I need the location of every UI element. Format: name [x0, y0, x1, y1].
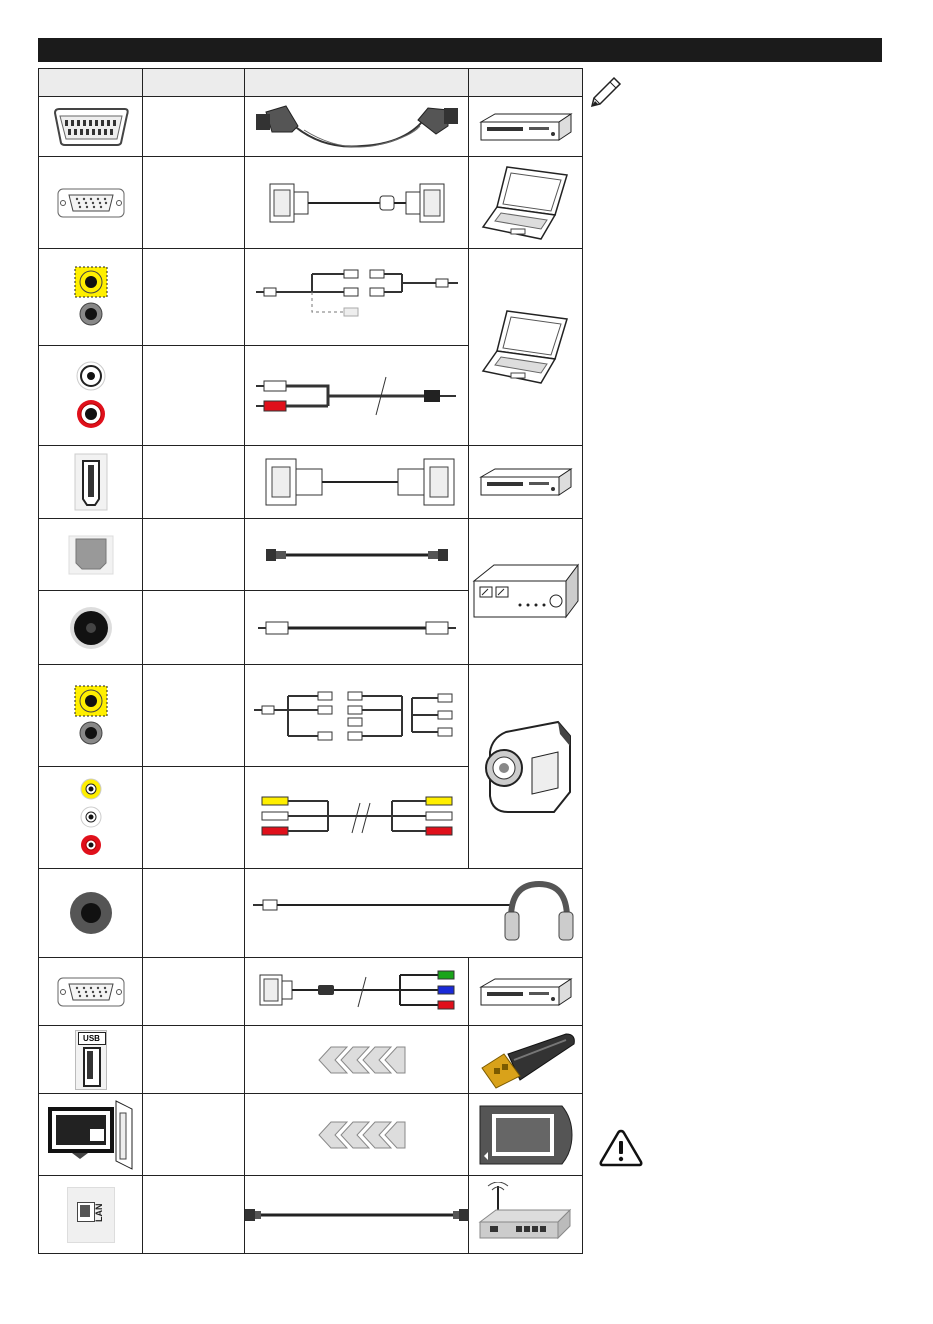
dvd-player-icon — [479, 465, 573, 499]
optical-cable-icon — [252, 543, 462, 567]
vga-socket-icon — [57, 188, 125, 218]
cable-cell — [245, 446, 469, 519]
router-icon — [476, 1182, 576, 1248]
device-cell — [469, 446, 583, 519]
connector-cell — [39, 958, 143, 1026]
cable-cell — [245, 519, 469, 591]
connector-cell — [39, 1176, 143, 1254]
type-cell — [143, 869, 245, 958]
connector-cell — [39, 869, 143, 958]
hdmi-cable-icon — [252, 453, 462, 511]
camcorder-icon — [478, 712, 574, 822]
table-row — [39, 249, 583, 346]
type-cell — [143, 1094, 245, 1176]
connector-cell — [39, 157, 143, 249]
type-cell — [143, 591, 245, 665]
side-av-adapter-cable-icon — [252, 688, 462, 744]
cable-cell — [245, 958, 469, 1026]
connector-cell — [39, 767, 143, 869]
column-header-cables — [245, 69, 469, 97]
laptop-icon — [481, 307, 571, 387]
audio-amplifier-icon — [472, 559, 580, 625]
vga-ypbpr-socket-icon — [57, 977, 125, 1007]
table-row — [39, 665, 583, 767]
ethernet-cable-icon — [245, 1203, 469, 1227]
ypbpr-cable-icon — [252, 967, 462, 1017]
insert-arrows-icon — [307, 1118, 407, 1152]
connector-cell — [39, 97, 143, 157]
connector-cell — [39, 446, 143, 519]
cable-cell — [245, 97, 469, 157]
device-cell — [469, 958, 583, 1026]
cable-cell — [245, 249, 469, 346]
device-cell — [469, 519, 583, 665]
table-row — [39, 958, 583, 1026]
table-row — [39, 446, 583, 519]
device-cell — [469, 1026, 583, 1094]
lan-socket-icon — [67, 1187, 115, 1243]
device-cell — [469, 1094, 583, 1176]
connector-cell — [39, 519, 143, 591]
table-row — [39, 1026, 583, 1094]
cable-cell — [245, 1094, 469, 1176]
dvd-player-icon — [479, 975, 573, 1009]
type-cell — [143, 1176, 245, 1254]
connector-cell — [39, 665, 143, 767]
usb-label: USB — [78, 1032, 106, 1045]
optical-spdif-socket-icon — [68, 535, 114, 575]
coaxial-socket-icon — [68, 605, 114, 651]
device-cell — [469, 97, 583, 157]
device-cell — [469, 1176, 583, 1254]
type-cell — [143, 157, 245, 249]
column-header-connector — [39, 69, 143, 97]
composite-socket-icon — [76, 775, 106, 861]
table-row — [39, 97, 583, 157]
warning-triangle-icon — [598, 1128, 644, 1168]
device-cell — [469, 249, 583, 446]
table-row — [39, 869, 583, 958]
device-cell — [469, 157, 583, 249]
connector-cell — [39, 591, 143, 665]
cam-module-icon — [478, 1102, 574, 1168]
table-row — [39, 157, 583, 249]
type-cell — [143, 97, 245, 157]
type-cell — [143, 767, 245, 869]
cable-cell — [245, 346, 469, 446]
dvd-player-icon — [479, 110, 573, 144]
audio-rca-to-jack-cable-icon — [252, 371, 462, 421]
audio-lr-socket-icon — [71, 358, 111, 434]
headphone-cable-icon — [249, 878, 579, 948]
laptop-icon — [481, 163, 571, 243]
usb-stick-icon — [474, 1030, 578, 1090]
cable-cell — [245, 157, 469, 249]
insert-arrows-icon — [307, 1043, 407, 1077]
usb-socket-icon — [75, 1030, 107, 1090]
cable-cell — [245, 767, 469, 869]
connection-table — [38, 68, 583, 1254]
cable-cell — [245, 1176, 469, 1254]
type-cell — [143, 665, 245, 767]
table-row — [39, 1176, 583, 1254]
type-cell — [143, 446, 245, 519]
scart-cable-icon — [252, 100, 462, 154]
ci-slot-icon — [44, 1099, 138, 1171]
connector-cell — [39, 249, 143, 346]
table-row — [39, 1094, 583, 1176]
side-av-socket-icon — [71, 684, 111, 748]
page-title-bar — [38, 38, 882, 62]
table-header-row — [39, 69, 583, 97]
type-cell — [143, 958, 245, 1026]
type-cell — [143, 346, 245, 446]
column-header-type — [143, 69, 245, 97]
headphones-icon — [505, 884, 573, 940]
column-header-device — [469, 69, 583, 97]
connector-cell — [39, 1026, 143, 1094]
connector-cell — [39, 1094, 143, 1176]
cable-cell — [245, 591, 469, 665]
type-cell — [143, 249, 245, 346]
composite-cable-icon — [252, 793, 462, 843]
vga-cable-icon — [252, 178, 462, 228]
hdmi-socket-icon — [74, 453, 108, 511]
av-adapter-cable-icon — [252, 262, 462, 332]
pencil-note-icon — [588, 72, 624, 108]
lan-label: LAN — [93, 1203, 104, 1222]
coaxial-cable-icon — [252, 616, 462, 640]
headphone-socket-icon — [68, 890, 114, 936]
table-row — [39, 519, 583, 591]
video-audio-socket-icon — [71, 265, 111, 329]
type-cell — [143, 519, 245, 591]
scart-socket-icon — [51, 105, 131, 149]
connector-cell — [39, 346, 143, 446]
cable-cell — [245, 1026, 469, 1094]
cable-cell — [245, 665, 469, 767]
device-cell — [469, 665, 583, 869]
type-cell — [143, 1026, 245, 1094]
cable-cell — [245, 869, 583, 958]
